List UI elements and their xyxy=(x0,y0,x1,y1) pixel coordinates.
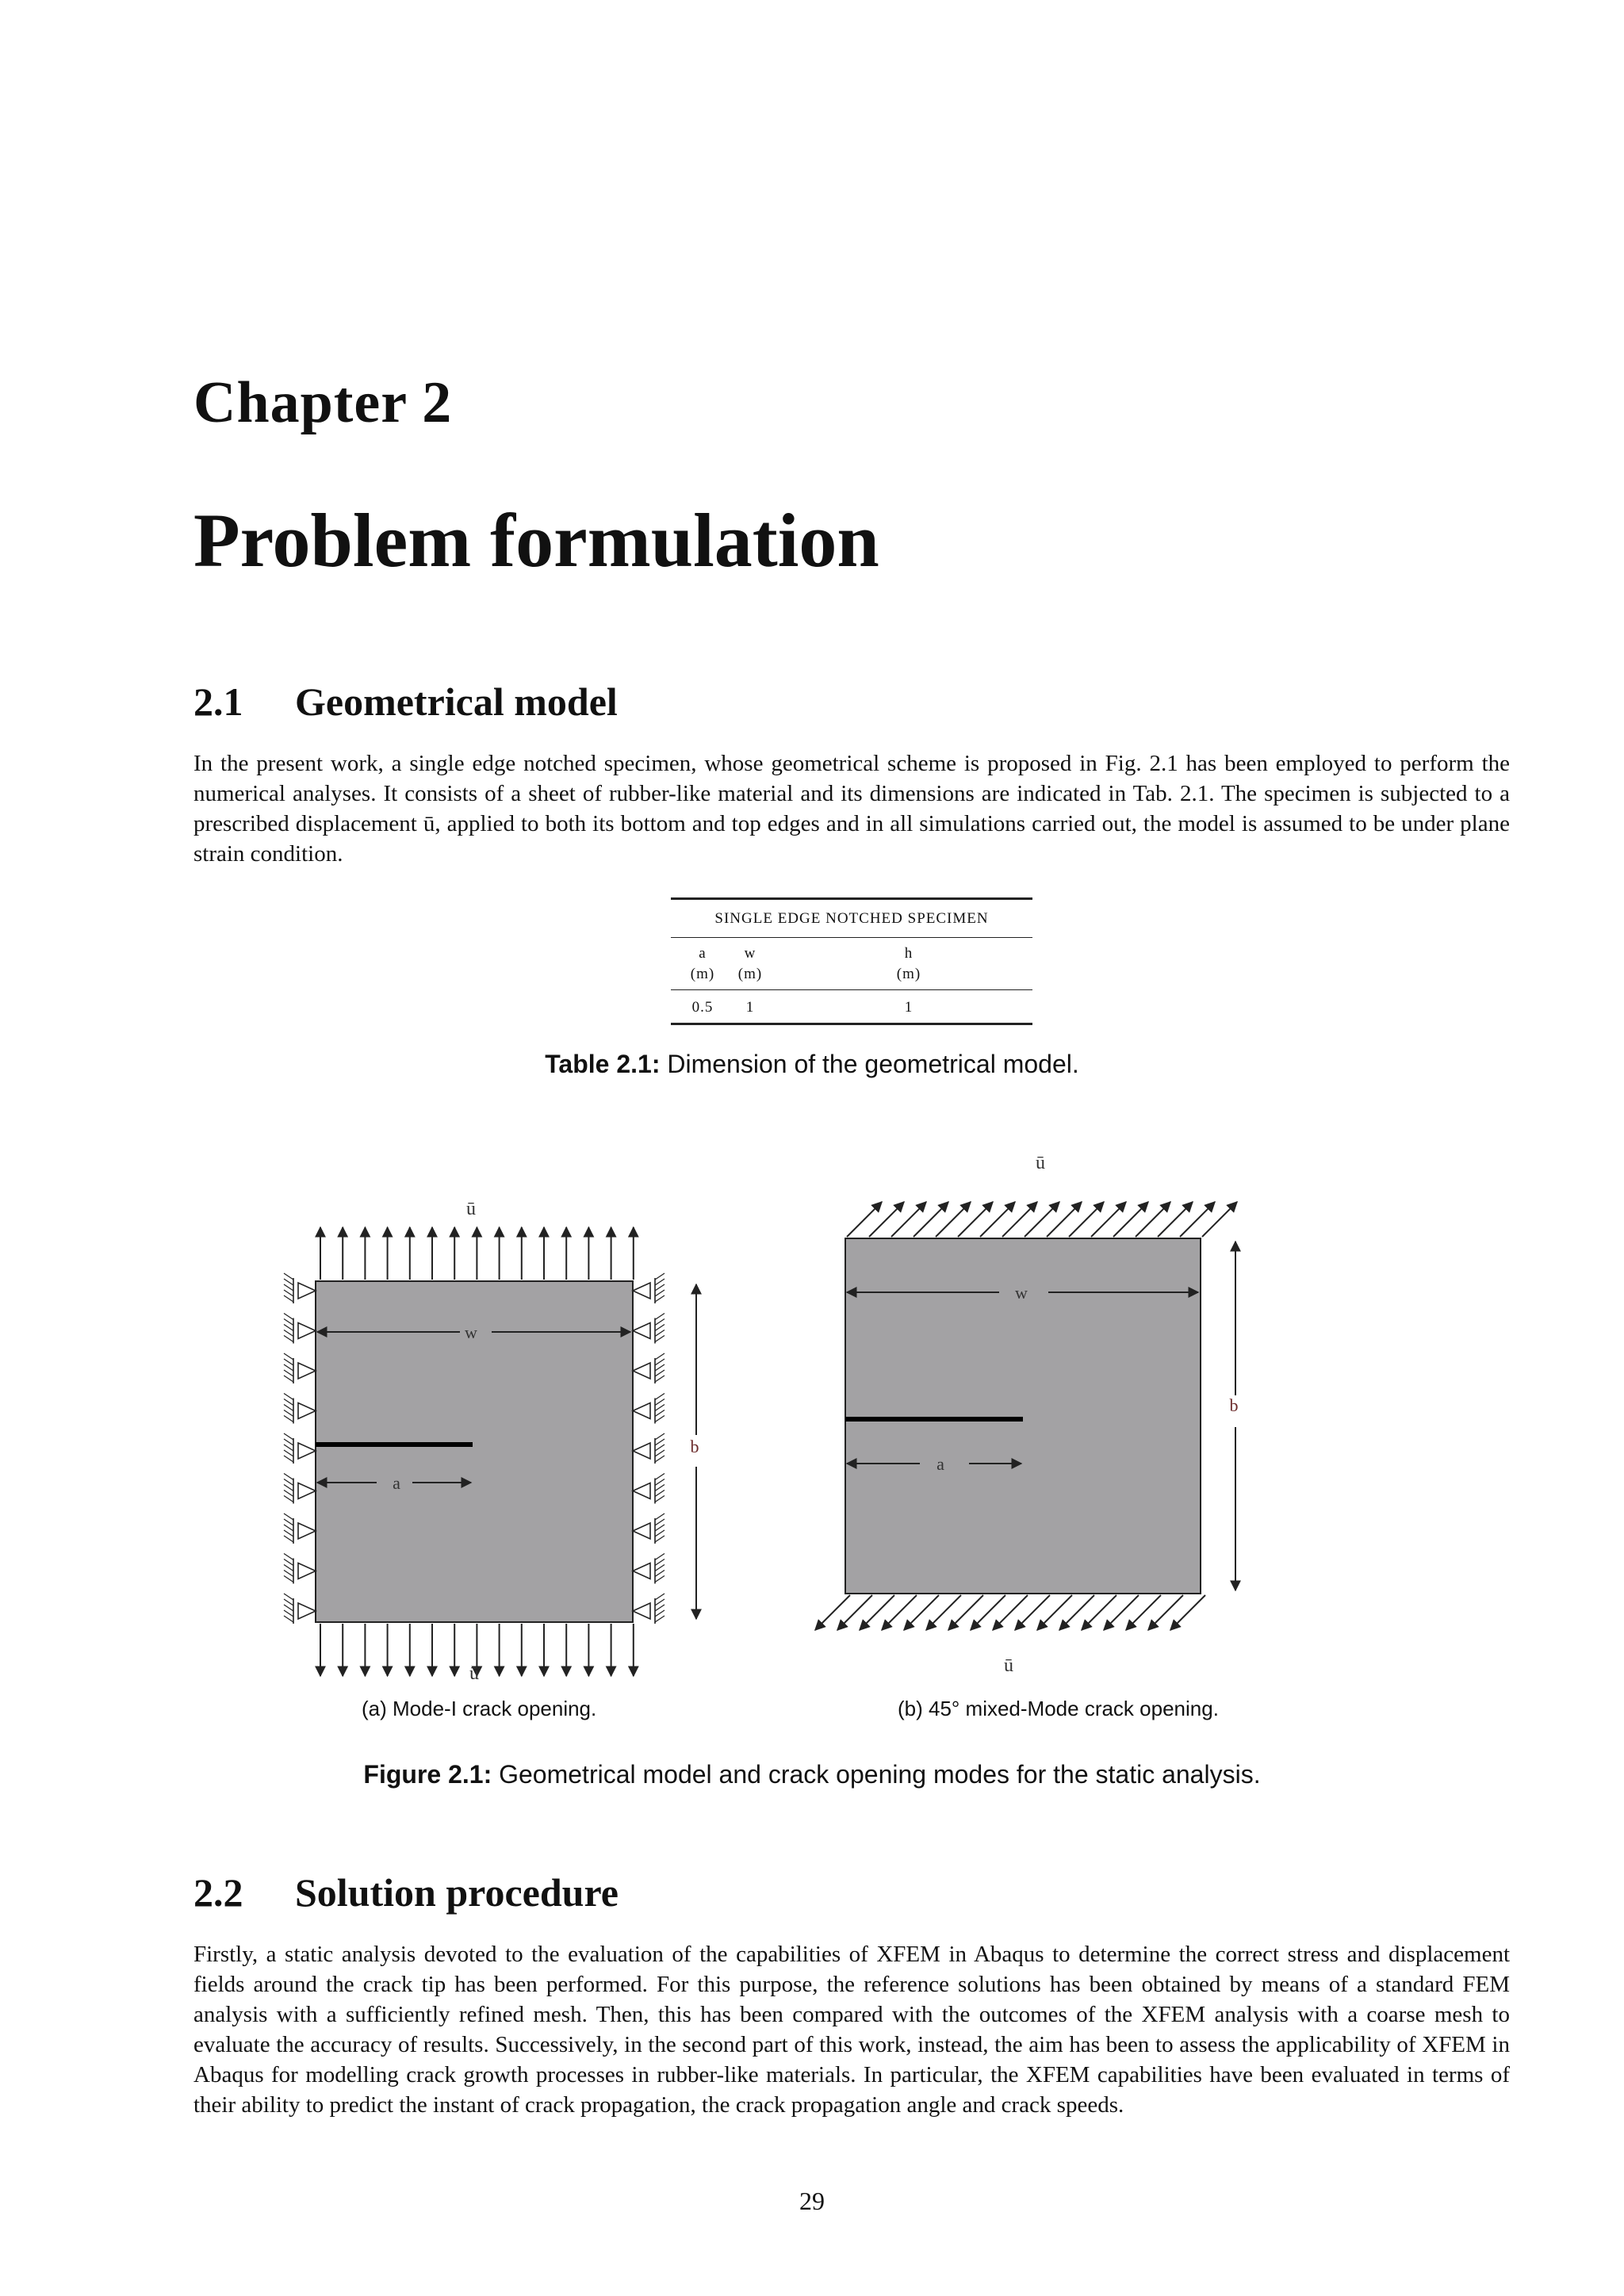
support-hatch xyxy=(655,1273,665,1280)
displacement-arrow xyxy=(1104,1595,1139,1630)
table-col-unit: (m) xyxy=(737,966,763,982)
support-hatch xyxy=(284,1559,293,1566)
table-cell-value: 1 xyxy=(745,999,755,1016)
support-hatch xyxy=(655,1364,665,1371)
displacement-arrow xyxy=(1082,1595,1116,1630)
roller-support xyxy=(633,1443,650,1459)
displacement-arrow xyxy=(993,1595,1028,1630)
displacement-arrow xyxy=(1126,1595,1161,1630)
page-number: 29 xyxy=(799,2187,825,2215)
support-hatch xyxy=(655,1370,665,1376)
support-hatch xyxy=(284,1325,293,1331)
support-hatch xyxy=(284,1445,293,1451)
support-hatch xyxy=(284,1450,293,1456)
support-hatch xyxy=(284,1273,293,1280)
support-hatch xyxy=(284,1416,293,1422)
displacement-arrow xyxy=(847,1202,882,1237)
support-hatch xyxy=(655,1376,665,1382)
figure-caption xyxy=(0,1760,1624,1789)
displacement-arrow xyxy=(904,1595,939,1630)
support-hatch xyxy=(655,1576,665,1582)
displacement-arrow xyxy=(837,1595,872,1630)
roller-support xyxy=(633,1363,650,1379)
support-hatch xyxy=(284,1353,293,1360)
subcaption-b: (b) 45° mixed-Mode crack opening. xyxy=(898,1697,1219,1720)
support-hatch xyxy=(284,1394,293,1400)
displacement-arrow xyxy=(914,1202,948,1237)
support-hatch xyxy=(284,1594,293,1600)
support-hatch xyxy=(284,1439,293,1445)
support-hatch xyxy=(655,1279,665,1285)
support-hatch xyxy=(655,1314,665,1320)
table-col-unit: (m) xyxy=(896,966,921,982)
support-hatch xyxy=(284,1479,293,1486)
support-hatch xyxy=(284,1330,293,1337)
displacement-arrow xyxy=(948,1595,983,1630)
support-hatch xyxy=(655,1450,665,1456)
roller-support xyxy=(298,1403,316,1419)
support-hatch xyxy=(655,1416,665,1422)
a-label: a xyxy=(936,1454,944,1474)
displacement-arrow xyxy=(1015,1595,1050,1630)
support-hatch xyxy=(655,1284,665,1291)
section-number: 2.1 xyxy=(193,679,243,724)
roller-support xyxy=(298,1563,316,1579)
figure-caption-text: Geometrical model and crack opening modes for the static analysis. xyxy=(499,1760,1261,1789)
bottom-displacement-label: ū xyxy=(469,1663,479,1684)
displacement-arrow xyxy=(1025,1202,1059,1237)
support-hatch xyxy=(284,1485,293,1491)
support-hatch xyxy=(655,1330,665,1337)
table-caption xyxy=(0,1050,1624,1079)
support-hatch xyxy=(284,1536,293,1542)
support-hatch xyxy=(284,1319,293,1326)
displacement-arrow xyxy=(1170,1595,1205,1630)
support-hatch xyxy=(655,1433,665,1440)
table-mid-rule xyxy=(671,989,1032,990)
support-hatch xyxy=(655,1445,665,1451)
support-hatch xyxy=(284,1405,293,1411)
table-col-unit: (m) xyxy=(690,966,715,982)
roller-support xyxy=(298,1483,316,1499)
support-hatch xyxy=(655,1479,665,1486)
support-hatch xyxy=(284,1410,293,1417)
table-caption-label: Table 2.1: xyxy=(545,1050,661,1078)
displacement-arrow xyxy=(869,1202,904,1237)
roller-support xyxy=(633,1603,650,1619)
support-hatch xyxy=(655,1295,665,1302)
support-hatch xyxy=(284,1295,293,1302)
displacement-arrow xyxy=(882,1595,917,1630)
support-hatch xyxy=(284,1456,293,1462)
support-hatch xyxy=(655,1456,665,1462)
support-hatch xyxy=(284,1616,293,1622)
table-col-symbol: w xyxy=(744,945,756,962)
support-hatch xyxy=(284,1610,293,1617)
chapter-label: Chapter 2 xyxy=(193,370,453,435)
support-hatch xyxy=(655,1571,665,1577)
figure-caption-label: Figure 2.1: xyxy=(363,1760,492,1789)
support-hatch xyxy=(284,1474,293,1480)
table-caption-text: Dimension of the geometrical model. xyxy=(667,1050,1079,1078)
table-top-rule xyxy=(671,897,1032,900)
w-label: w xyxy=(465,1322,477,1342)
support-hatch xyxy=(284,1336,293,1342)
support-hatch xyxy=(655,1594,665,1600)
support-hatch xyxy=(655,1394,665,1400)
roller-support xyxy=(298,1283,316,1299)
support-hatch xyxy=(284,1490,293,1497)
displacement-arrow xyxy=(1047,1202,1082,1237)
mode-i-diagram xyxy=(284,1199,699,1684)
table-cell-value: 1 xyxy=(904,999,914,1016)
support-hatch xyxy=(655,1616,665,1622)
displacement-arrow xyxy=(1037,1595,1072,1630)
support-hatch xyxy=(655,1439,665,1445)
support-hatch xyxy=(655,1565,665,1571)
displacement-arrow xyxy=(1148,1595,1183,1630)
displacement-arrow xyxy=(958,1202,993,1237)
support-hatch xyxy=(284,1599,293,1605)
roller-support xyxy=(633,1563,650,1579)
table-bottom-rule xyxy=(671,1023,1032,1025)
support-hatch xyxy=(655,1530,665,1536)
displacement-arrow xyxy=(1202,1202,1237,1237)
support-hatch xyxy=(655,1610,665,1617)
support-hatch xyxy=(655,1599,665,1605)
w-label: w xyxy=(1015,1283,1028,1303)
figure-2-1 xyxy=(0,1134,1624,1705)
displacement-arrow xyxy=(1091,1202,1126,1237)
displacement-arrow xyxy=(860,1595,894,1630)
displacement-arrow xyxy=(1059,1595,1094,1630)
support-hatch xyxy=(284,1519,293,1525)
support-hatch xyxy=(284,1376,293,1382)
table-header-rule xyxy=(671,937,1032,938)
subcaption-a: (a) Mode-I crack opening. xyxy=(362,1697,597,1720)
roller-support xyxy=(633,1523,650,1539)
a-label: a xyxy=(393,1473,400,1493)
section-number: 2.2 xyxy=(193,1870,243,1915)
roller-support xyxy=(298,1323,316,1339)
support-hatch xyxy=(655,1485,665,1491)
support-hatch xyxy=(655,1474,665,1480)
support-hatch xyxy=(284,1530,293,1536)
support-hatch xyxy=(284,1554,293,1560)
support-hatch xyxy=(655,1410,665,1417)
table-col-symbol: h xyxy=(904,945,914,962)
section-title: Geometrical model xyxy=(295,679,618,724)
section-2-2-paragraph: Firstly, a static analysis devoted to the evaluation of the capabilities of XFEM in Abaqus to determine the correct stress and displacement fields around the crack tip has been performed. For this purpose, the reference solutions has been obtained by means of a standard FEM analysis with a sufficiently refined mesh. Then, this has been compared with the outcomes of the XFEM analysis with a coarse mesh to evaluate the accuracy of results. Successively, in the second part of this work, instead, the aim has been to assess the applicability of XFEM in Abaqus for modelling crack growth processes in rubber-like materials. In particular, the XFEM capabilities have been evaluated in terms of their ability to predict the instant of crack propagation, the crack propagation angle and crack speeds. xyxy=(193,1942,1510,2118)
table-header: SINGLE EDGE NOTCHED SPECIMEN xyxy=(714,910,989,927)
roller-support xyxy=(633,1283,650,1299)
support-hatch xyxy=(655,1536,665,1542)
support-hatch xyxy=(655,1336,665,1342)
support-hatch xyxy=(655,1605,665,1611)
support-hatch xyxy=(655,1353,665,1360)
support-hatch xyxy=(284,1279,293,1285)
roller-support xyxy=(298,1443,316,1459)
support-hatch xyxy=(284,1399,293,1406)
support-hatch xyxy=(655,1359,665,1365)
roller-support xyxy=(298,1603,316,1619)
support-hatch xyxy=(284,1359,293,1365)
support-hatch xyxy=(655,1290,665,1296)
roller-support xyxy=(298,1363,316,1379)
displacement-arrow xyxy=(1180,1202,1215,1237)
support-hatch xyxy=(655,1405,665,1411)
top-displacement-label: ū xyxy=(466,1199,476,1219)
roller-support xyxy=(633,1323,650,1339)
bottom-displacement-label: ū xyxy=(1004,1655,1013,1676)
chapter-title: Problem formulation xyxy=(193,498,879,583)
support-hatch xyxy=(284,1513,293,1520)
displacement-arrow xyxy=(1002,1202,1037,1237)
support-hatch xyxy=(284,1314,293,1320)
displacement-arrow xyxy=(1136,1202,1170,1237)
support-hatch xyxy=(655,1399,665,1406)
b-label: b xyxy=(1229,1395,1239,1415)
displacement-arrow xyxy=(1158,1202,1193,1237)
mixed-mode-diagram xyxy=(815,1153,1239,1676)
support-hatch xyxy=(655,1554,665,1560)
displacement-arrow xyxy=(971,1595,1005,1630)
support-hatch xyxy=(655,1513,665,1520)
roller-support xyxy=(633,1483,650,1499)
support-hatch xyxy=(284,1433,293,1440)
roller-support xyxy=(633,1403,650,1419)
section-2-1-paragraph: In the present work, a single edge notched specimen, whose geometrical scheme is proposed in Fig. 2.1 has been employed to perform the numerical analyses. It consists of a sheet of rubber-like material and its dimensions are indicated in Tab. 2.1. The specimen is subjected to a prescribed displacement ū, applied to both its bottom and top edges and in all simulations carried out, the model is assumed to be under plane strain condition. xyxy=(193,751,1510,867)
support-hatch xyxy=(655,1559,665,1566)
top-displacement-arrows xyxy=(320,1227,634,1280)
top-displacement-arrows xyxy=(847,1202,1237,1237)
support-hatch xyxy=(655,1490,665,1497)
section-heading-2-2 xyxy=(193,1869,619,1915)
bottom-displacement-arrows xyxy=(815,1595,1205,1630)
displacement-arrow xyxy=(1069,1202,1104,1237)
section-heading-2-1 xyxy=(193,679,618,725)
displacement-arrow xyxy=(1113,1202,1148,1237)
displacement-arrow xyxy=(891,1202,926,1237)
support-hatch xyxy=(284,1290,293,1296)
support-hatch xyxy=(284,1496,293,1502)
roller-support xyxy=(298,1523,316,1539)
support-hatch xyxy=(655,1496,665,1502)
displacement-arrow xyxy=(936,1202,971,1237)
displacement-arrow xyxy=(815,1595,850,1630)
support-hatch xyxy=(655,1319,665,1326)
support-hatch xyxy=(655,1325,665,1331)
support-hatch xyxy=(284,1370,293,1376)
section-title: Solution procedure xyxy=(295,1870,619,1915)
table-cell-value: 0.5 xyxy=(691,999,714,1016)
support-hatch xyxy=(284,1605,293,1611)
support-hatch xyxy=(284,1565,293,1571)
table-col-symbol: a xyxy=(699,945,707,962)
displacement-arrow xyxy=(926,1595,961,1630)
support-hatch xyxy=(655,1525,665,1531)
support-hatch xyxy=(284,1364,293,1371)
support-hatch xyxy=(284,1284,293,1291)
top-displacement-label: ū xyxy=(1036,1153,1045,1173)
b-label: b xyxy=(690,1437,699,1456)
displacement-arrow xyxy=(980,1202,1015,1237)
support-hatch xyxy=(284,1576,293,1582)
support-hatch xyxy=(284,1525,293,1531)
support-hatch xyxy=(655,1519,665,1525)
support-hatch xyxy=(284,1571,293,1577)
